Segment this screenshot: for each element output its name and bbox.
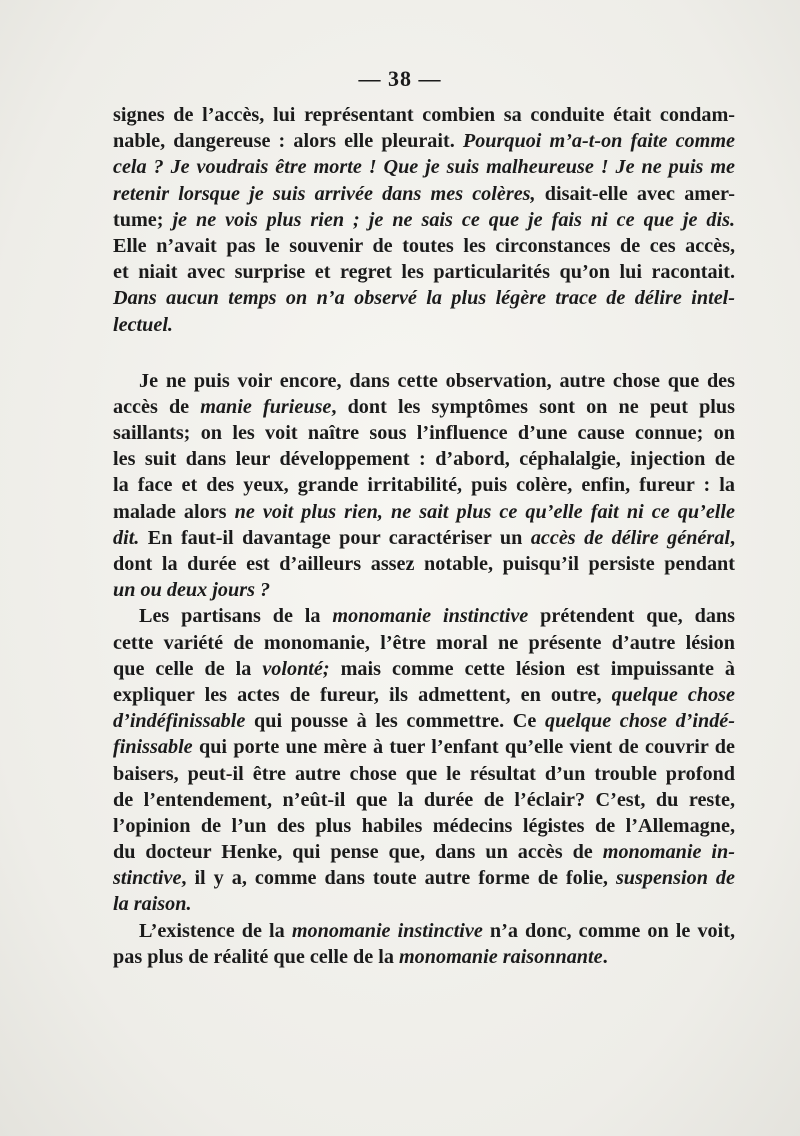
text-line bbox=[113, 154, 735, 180]
text-line bbox=[113, 630, 735, 656]
text-segment: Les partisans de la bbox=[139, 605, 333, 628]
italic-text: ne voit plus rien, ne sait plus ce qu’elle fait ni ce qu’elle bbox=[234, 500, 735, 523]
italic-text: quelque chose bbox=[611, 683, 735, 706]
italic-text: retenir lorsque je suis arrivée dans mes colères, bbox=[113, 182, 545, 205]
text-line bbox=[113, 259, 735, 285]
text-segment: malade alors bbox=[113, 500, 235, 523]
text-segment: dont la durée est d’ailleurs assez notable, puisqu’il persiste pendant bbox=[113, 553, 735, 575]
text-segment: tume; bbox=[113, 208, 173, 231]
text-segment: les suit dans leur développement : d’abord, céphalalgie, injection de bbox=[113, 448, 735, 471]
text-segment: Elle n’avait pas le souvenir de toutes les circonstances de ces accès, bbox=[113, 234, 735, 257]
text-line bbox=[113, 918, 735, 944]
text-line bbox=[113, 233, 735, 259]
italic-text: un ou deux jours ? bbox=[113, 579, 271, 602]
text-segment: du docteur Henke, qui pense que, dans un accès de bbox=[113, 841, 603, 864]
italic-text: lectuel. bbox=[113, 313, 173, 336]
text-line bbox=[113, 368, 735, 394]
text-line bbox=[113, 603, 735, 629]
italic-text: Pourquoi m’a-t-on faite comme bbox=[462, 130, 736, 153]
text-segment: que celle de la bbox=[113, 657, 263, 680]
text-line bbox=[113, 787, 735, 813]
paragraph-gap bbox=[113, 338, 735, 368]
text-segment: signes de l’accès, lui représentant combien sa conduite était condam- bbox=[113, 104, 735, 126]
text-segment: , dont les symptômes sont on ne peut plus bbox=[331, 395, 736, 418]
text-line bbox=[113, 312, 735, 338]
italic-text: monomanie instinctive bbox=[291, 919, 483, 942]
text-segment: saillants; on les voit naître sous l’influence d’une cause connue; on bbox=[113, 422, 735, 445]
text-segment: Je ne puis voir encore, dans cette observation, autre chose que des bbox=[139, 369, 735, 392]
text-segment: baisers, peut-il être autre chose que le résultat d’un trouble profond bbox=[113, 762, 735, 785]
text-line bbox=[113, 207, 735, 233]
text-segment: prétendent que, dans bbox=[528, 605, 735, 628]
italic-text: finissable bbox=[113, 736, 193, 759]
italic-text: la raison. bbox=[113, 893, 192, 916]
italic-text: d’indéfinissable bbox=[113, 710, 246, 733]
text-segment: n’a donc, comme on le voit, bbox=[482, 919, 736, 942]
text-segment: la face et des yeux, grande irritabilité, puis colère, enfin, fureur : la bbox=[113, 474, 735, 497]
italic-text: suspension de bbox=[615, 867, 735, 890]
italic-text: dit. bbox=[113, 526, 140, 549]
text-line bbox=[113, 577, 735, 603]
text-line bbox=[113, 446, 735, 472]
text-segment: L’existence de la bbox=[139, 919, 292, 942]
text-line bbox=[113, 525, 735, 551]
text-line bbox=[113, 813, 735, 839]
text-segment: accès de bbox=[113, 395, 201, 418]
text-segment: , bbox=[729, 526, 735, 549]
body-text bbox=[113, 102, 735, 970]
italic-text: monomanie instinctive bbox=[332, 605, 529, 628]
text-line bbox=[113, 394, 735, 420]
text-segment: . bbox=[602, 945, 608, 968]
text-line bbox=[113, 551, 735, 577]
text-line bbox=[113, 708, 735, 734]
text-segment: expliquer les actes de fureur, ils admettent, en outre, bbox=[113, 683, 612, 706]
text-segment: et niait avec surprise et regret les particularités qu’on lui racontait. bbox=[113, 261, 735, 284]
text-segment: cette variété de monomanie, l’être moral ne présente d’autre lésion bbox=[113, 631, 735, 654]
text-line bbox=[113, 682, 735, 708]
text-line bbox=[113, 656, 735, 682]
italic-text: monomanie raisonnante bbox=[398, 945, 603, 968]
text-line bbox=[113, 761, 735, 787]
page-number: — 38 — bbox=[358, 66, 442, 91]
text-line bbox=[113, 420, 735, 446]
text-line bbox=[113, 891, 735, 917]
text-segment: mais comme cette lésion est impuissante à bbox=[329, 657, 735, 680]
text-segment: pas plus de réalité que celle de la bbox=[113, 945, 399, 968]
text-segment: , il y a, comme dans toute autre forme de folie, bbox=[181, 867, 616, 890]
text-segment: qui porte une mère à tuer l’enfant qu’elle vient de couvrir de bbox=[192, 736, 735, 759]
text-segment: disait-elle avec amer- bbox=[544, 182, 735, 205]
italic-text: cela ? Je voudrais être morte ! Que je suis malheureuse ! Je ne puis me bbox=[113, 156, 735, 179]
text-line bbox=[113, 128, 735, 154]
text-line bbox=[113, 944, 735, 970]
text-line bbox=[113, 499, 735, 525]
italic-text: volonté; bbox=[262, 657, 330, 680]
text-line bbox=[113, 865, 735, 891]
text-line bbox=[113, 102, 735, 128]
italic-text: quelque chose d’indé- bbox=[544, 710, 735, 733]
italic-text: manie furieuse bbox=[200, 395, 332, 418]
italic-text: Dans aucun temps on n’a observé la plus légère trace de délire intel- bbox=[113, 287, 735, 310]
text-segment: nable, dangereuse : alors elle pleurait. bbox=[113, 130, 463, 153]
text-line bbox=[113, 472, 735, 498]
italic-text: monomanie in- bbox=[602, 841, 735, 864]
text-line bbox=[113, 839, 735, 865]
text-line bbox=[113, 285, 735, 311]
italic-text: accès de délire général bbox=[530, 526, 730, 549]
text-segment: En faut-il davantage pour caractériser un bbox=[139, 526, 531, 549]
text-line bbox=[113, 181, 735, 207]
italic-text: stinctive bbox=[113, 867, 182, 890]
italic-text: je ne vois plus rien ; je ne sais ce que je fais ni ce que je dis. bbox=[172, 208, 735, 231]
text-line bbox=[113, 734, 735, 760]
text-segment: l’opinion de l’un des plus habiles médecins légistes de l’Allemagne, bbox=[113, 814, 735, 837]
text-segment: qui pousse à les commettre. Ce bbox=[245, 710, 545, 733]
text-segment: de l’entendement, n’eût-il que la durée de l’éclair? C’est, du reste, bbox=[113, 788, 735, 811]
